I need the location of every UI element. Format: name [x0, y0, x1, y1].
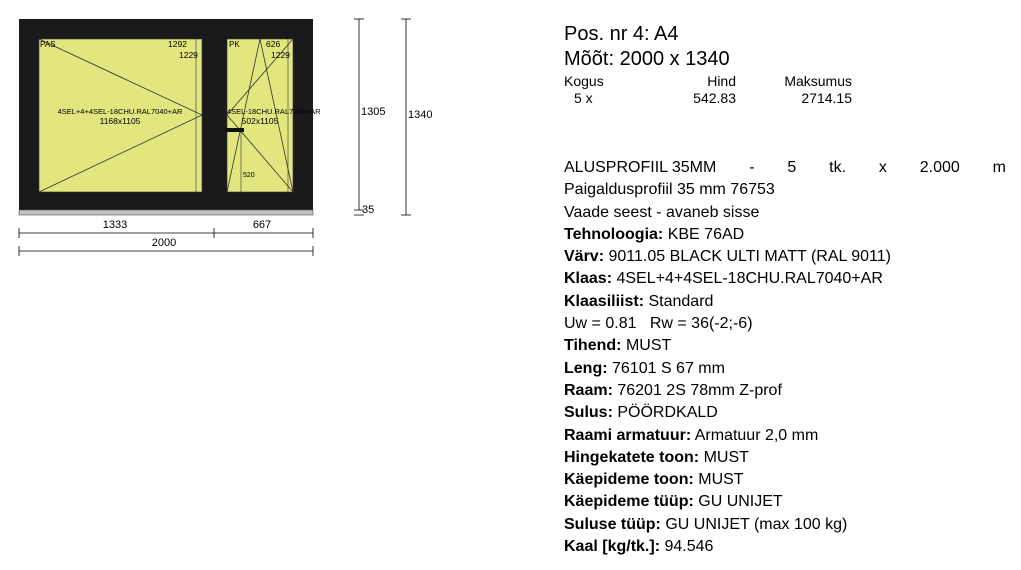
height-1340-label: 1340	[408, 109, 433, 121]
right-height-label: 1229	[271, 50, 290, 60]
price-header-row	[564, 73, 856, 90]
profile-meter: m	[992, 159, 1006, 176]
spec-value: PÖÖRDKALD	[617, 404, 718, 422]
profile-dash: -	[749, 159, 755, 176]
width-2000-label: 2000	[151, 237, 177, 249]
spec-value: MUST	[625, 337, 672, 355]
width-667-label: 667	[252, 219, 272, 231]
spec-label: Värv:	[564, 248, 605, 266]
profile-count: 5	[787, 159, 797, 176]
profile-unit: tk.	[829, 159, 847, 176]
left-glass-size: 1168x1105	[99, 116, 141, 126]
total-header: Maksumus	[784, 73, 852, 89]
right-glass-label: 4SEL-18CHU.RAL7040+AR	[227, 107, 321, 116]
install-profile-line: Paigaldusprofiil 35 mm 76753	[564, 181, 775, 199]
spec-label: Suluse tüüp:	[564, 515, 661, 533]
spec-item	[564, 335, 1006, 357]
spec-label: Klaasiliist:	[564, 292, 645, 310]
view-line: Vaade seest - avaneb sisse	[564, 203, 760, 221]
spec-item	[564, 536, 1006, 558]
spec-item	[564, 380, 1006, 402]
profile-length: 2.000	[919, 159, 960, 176]
window-drawing	[0, 0, 540, 270]
spec-list	[564, 157, 1006, 558]
spec-label: Hingekatete toon:	[564, 448, 700, 466]
spec-item	[564, 514, 1006, 536]
spec-item	[564, 402, 1006, 424]
dimensions-title: Mõõt: 2000 x 1340	[564, 48, 730, 70]
position-title: Pos. nr 4: A4	[564, 23, 679, 45]
spec-item	[564, 268, 1006, 290]
spec-value: 76201 2S 78mm Z-prof	[617, 381, 782, 399]
spec-value: Standard	[648, 292, 714, 310]
sill-profile	[19, 210, 313, 215]
spec-item	[564, 246, 1006, 268]
spec-label: Sulus:	[564, 404, 613, 422]
right-glass-size: 502x1105	[241, 116, 279, 126]
spec-value: 94.546	[664, 538, 714, 556]
spec-label: Raami armatuur:	[564, 426, 692, 444]
spec-value: 9011.05 BLACK ULTI MATT (RAL 9011)	[608, 248, 891, 266]
spec-label: Käepideme tüüp:	[564, 493, 694, 511]
handle-height-label: 520	[243, 172, 255, 179]
width-1333-label: 1333	[102, 219, 128, 231]
left-width-label: 1292	[168, 39, 187, 49]
left-height-label: 1229	[179, 50, 198, 60]
spec-label: Käepideme toon:	[564, 471, 694, 489]
spec-item	[564, 224, 1006, 246]
spec-value: MUST	[703, 448, 749, 466]
spec-label: Raam:	[564, 381, 613, 399]
spec-value: GU UNIJET	[698, 493, 783, 511]
spec-value: GU UNIJET (max 100 kg)	[665, 515, 848, 533]
price-header: Hind	[707, 73, 736, 89]
height-1305-label: 1305	[361, 106, 386, 118]
spec-value: MUST	[698, 471, 744, 489]
spec-item	[564, 291, 1006, 313]
profile-line	[564, 157, 1006, 179]
right-width-label: 626	[266, 39, 281, 49]
qty-header: Kogus	[564, 73, 604, 89]
profile-name: ALUSPROFIIL 35MM	[564, 159, 717, 176]
spec-value: Armatuur 2,0 mm	[694, 426, 819, 444]
price-table	[564, 73, 856, 107]
left-glass-label: 4SEL+4+4SEL-18CHU.RAL7040+AR	[57, 107, 183, 116]
qty-value: 5 x	[574, 90, 593, 106]
spec-label: Leng:	[564, 359, 608, 377]
spec-value: 4SEL+4+4SEL-18CHU.RAL7040+AR	[616, 270, 883, 288]
spec-item	[564, 469, 1006, 491]
spec-value: 76101 S 67 mm	[612, 359, 725, 377]
spec-item	[564, 358, 1006, 380]
price-values-row	[564, 90, 856, 107]
profile-x: x	[878, 159, 887, 176]
spec-item	[564, 447, 1006, 469]
spec-item	[564, 425, 1006, 447]
uw-rw-line: Uw = 0.81 Rw = 36(-2;-6)	[564, 315, 753, 333]
spec-label: Tehnoloogia:	[564, 225, 664, 243]
spec-item	[564, 491, 1006, 513]
total-value: 2714.15	[801, 90, 852, 106]
price-value: 542.83	[693, 90, 736, 106]
spec-value: KBE 76AD	[667, 225, 745, 243]
spec-label: Tihend:	[564, 337, 622, 355]
left-sash-label: PAS	[40, 40, 56, 49]
window-handle	[226, 128, 244, 132]
height-35-label: 35	[362, 204, 375, 216]
spec-label: Klaas:	[564, 270, 613, 288]
spec-label: Kaal [kg/tk.]:	[564, 538, 661, 556]
right-sash-label: PK	[229, 40, 240, 49]
